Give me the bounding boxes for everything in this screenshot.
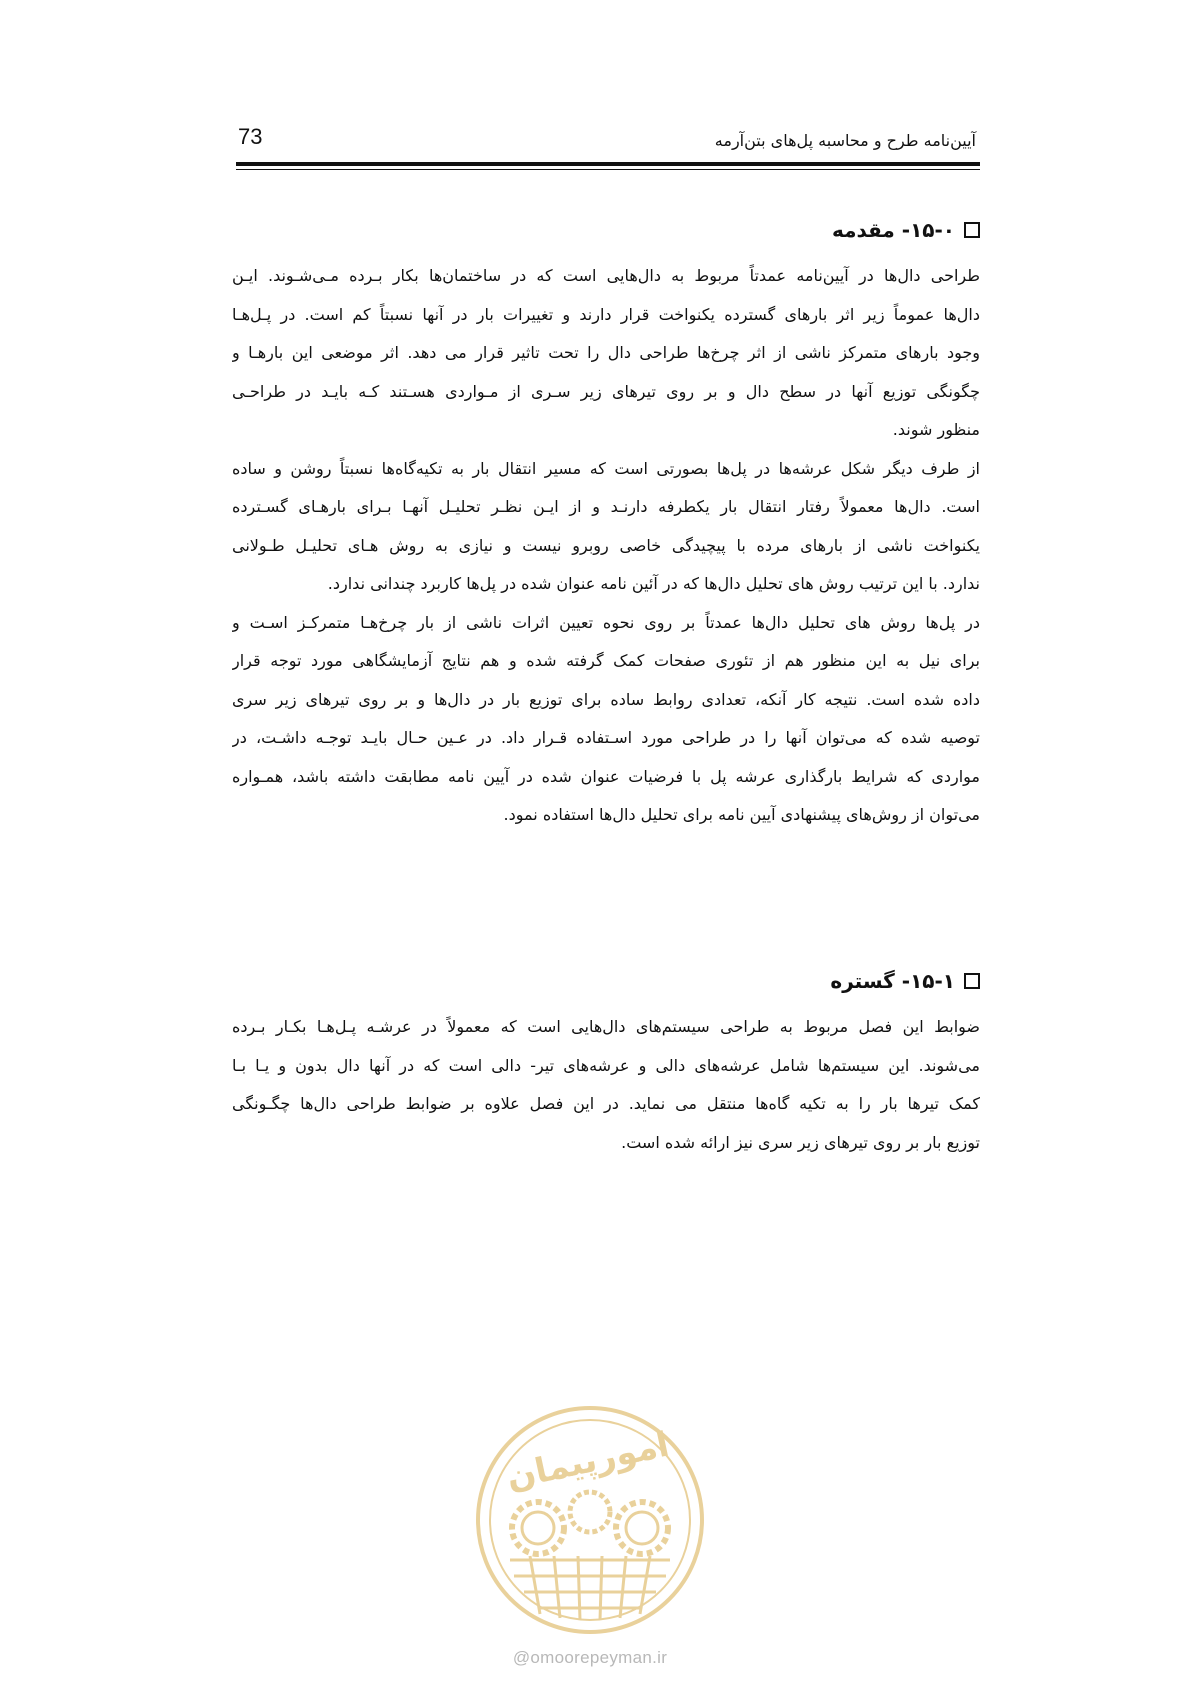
section-heading <box>232 966 980 996</box>
page-number: 73 <box>238 124 263 149</box>
text-line: برای نیل به این منظور هم از تئوری صفحات کمک گرفته شده و هم نتایج آزمایشگاهی مورد توجه قرار <box>232 651 980 670</box>
text-line: می‌توان از روش‌های پیشنهادی آیین نامه برای تحلیل دال‌ها استفاده نمود. <box>503 805 980 824</box>
watermark-logo-icon <box>470 1400 710 1640</box>
paragraph <box>232 1008 980 1162</box>
text-line: مواردی که شرایط بارگذاری عرشه پل با فرضیات عنوان شده در آیین نامه مطابقت داشته باشد، همـواره <box>232 766 980 786</box>
text-line: توزیع بار بر روی تیرهای زیر سری نیز ارائه شده است. <box>621 1132 980 1152</box>
section-introduction <box>232 215 980 835</box>
text-line: کمک تیرها بار را به تکیه گاه‌ها منتقل می نماید. در این فصل علاوه بر ضوابط طراحی دال‌ها چگـونگی <box>232 1094 980 1113</box>
running-title: آیین‌نامه طرح و محاسبه پل‌های بتن‌آرمه <box>714 131 976 150</box>
text-line: داده شده است. نتیجه کار آنکه، تعدادی روابط ساده برای توزیع بار در دال‌ها و بر روی تیرهای زیر سری <box>232 689 980 709</box>
watermark-logo-text: امورپیمان <box>502 1424 673 1498</box>
text-line: است. دال‌ها معمولاً رفتار انتقال بار یکطرفه دارنـد و از ایـن نظـر تحلیـل آنهـا بـرای بارهـای گسـترده <box>232 497 980 516</box>
header-rule-thin <box>236 169 980 170</box>
paragraph <box>232 450 980 604</box>
watermark-url: @omoorepeyman.ir <box>512 1648 668 1667</box>
text-line: طراحی دال‌ها در آیین‌نامه عمدتاً مربوط به دال‌هایی است که در ساختمان‌ها بکار بـرده مـی‌شـوند. ایـن <box>232 266 980 285</box>
text-line: چگونگی توزیع آنها در سطح دال و بر روی تیرهای زیر سـری از مـواردی هسـتند کـه بایـد در طراحـی <box>232 381 980 401</box>
text-line: یکنواخت ناشی از بارهای مرده با پیچیدگی خاصی روبرو نیست و نیازی به روش هـای تحلیـل طـولانی <box>232 535 980 555</box>
section-scope <box>232 966 980 1162</box>
text-line: وجود بارهای متمرکز ناشی از اثر چرخ‌ها طراحی دال را تحت تاثیر قرار می دهد. اثر موضعی این بارهـا و <box>232 343 980 362</box>
paragraph <box>232 257 980 450</box>
text-line: می‌شوند. این سیستم‌ها شامل عرشه‌های دالی و عرشه‌های تیر- دالی است که در آنها دال بدون و یـا بـا <box>232 1055 980 1075</box>
square-bullet-icon <box>964 222 980 238</box>
page-header <box>236 120 980 172</box>
text-line: ضوابط این فصل مربوط به طراحی سیستم‌های دال‌هایی است که معمولاً در عرشـه پـل‌هـا بکـار بـرده <box>232 1017 980 1036</box>
text-line: ندارد. با این ترتیب روش های تحلیل دال‌ها که در آئین نامه عنوان شده در پل‌ها کاربرد چندانی ندارد. <box>327 574 980 593</box>
text-line: توصیه شده که می‌توان آنها را در طراحی مورد اسـتفاده قـرار داد. در عـین حـال بایـد توجـه داشـت، در <box>232 728 980 747</box>
paragraph <box>232 604 980 835</box>
section-heading-text: ۱۵-۱- گستره <box>830 969 955 993</box>
square-bullet-icon <box>964 973 980 989</box>
text-line: منظور شوند. <box>892 420 980 439</box>
section-heading-text: ۱۵-۰- مقدمه <box>831 218 955 242</box>
section-heading <box>232 215 980 245</box>
text-line: از طرف دیگر شکل عرشه‌ها در پل‌ها بصورتی است که مسیر انتقال بار به تکیه‌گاه‌ها نسبتاً روشن و ساده <box>232 458 980 478</box>
text-line: دال‌ها عموماً زیر اثر بارهای گسترده یکنواخت قرار دارند و تغییرات بار در آنها نسبتاً کم است. در پـل‌هـا <box>232 304 980 324</box>
text-line: در پل‌ها روش های تحلیل دال‌ها عمدتاً بر روی نحوه تعیین اثرات ناشی از بار چرخ‌هـا متمرکـز اسـت و <box>232 612 980 632</box>
header-rule-thick <box>236 162 980 166</box>
